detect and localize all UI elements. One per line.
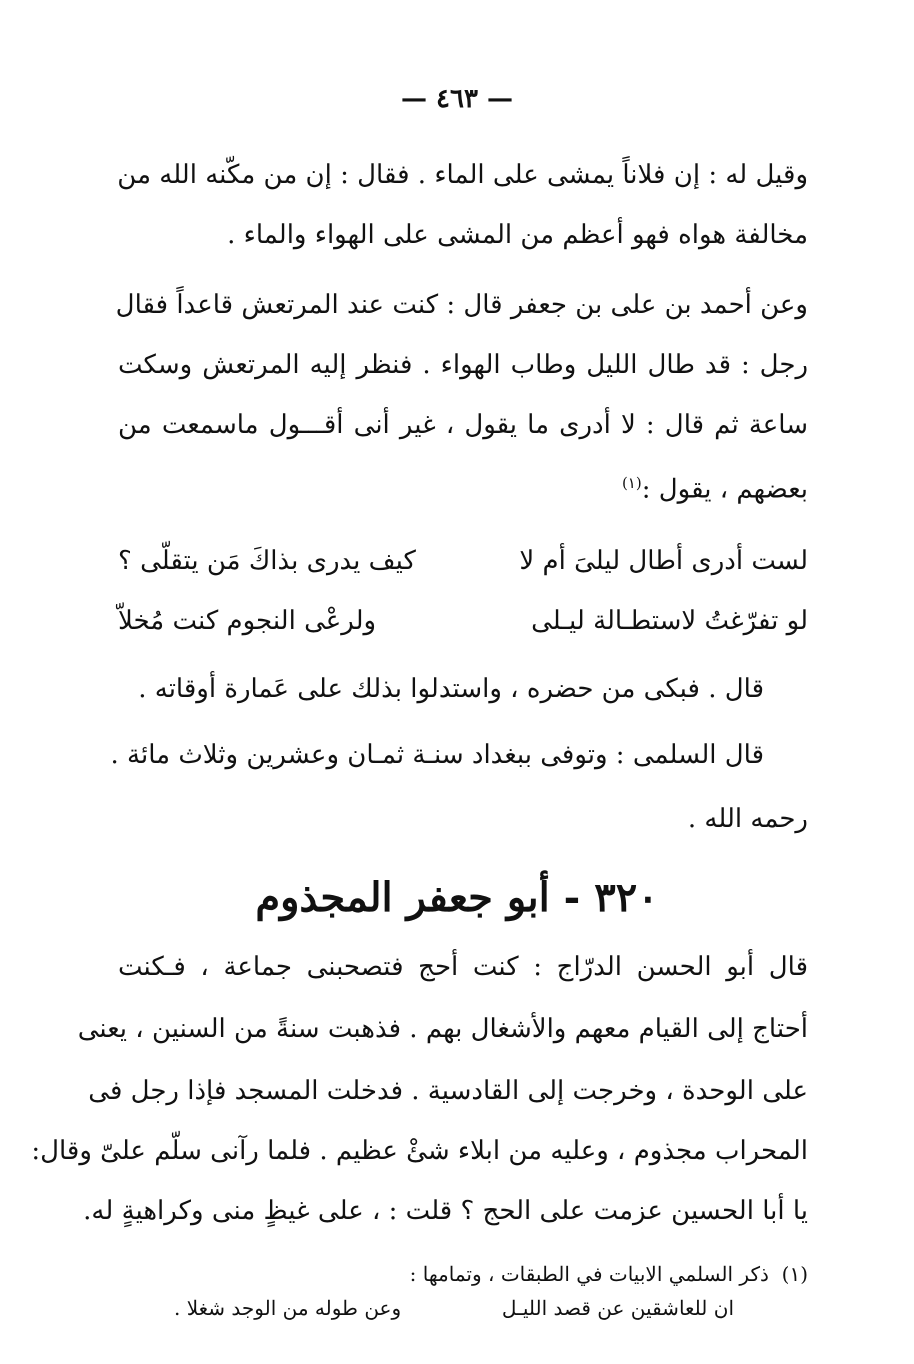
section-line-2: أحتاج إلى القيام معهم والأشغال بهم . فذهبت سنةً من السنين ، يعنى bbox=[77, 1014, 808, 1044]
poem-verse-1 bbox=[118, 546, 808, 576]
section-line-4: المحراب مجذوم ، وعليه من ابلاء شئْ عظيم . فلما رآنى سلّم علىّ وقال: bbox=[31, 1136, 808, 1166]
paragraph-2-line-2: رجل : قد طال الليل وطاب الهواء . فنظر إليه المرتعش وسكت bbox=[118, 350, 808, 380]
after-poem-line-1: قال . فبكى من حضره ، واستدلوا بذلك على عَمارة أوقاته . bbox=[138, 674, 764, 704]
paragraph-2-line-3: ساعة ثم قال : لا أدرى ما يقول ، غير أنى أقـــول ماسمعت من bbox=[118, 410, 808, 440]
poem-verse-1-second-hemistich: كيف يدرى بذاكَ مَن يتقلّى ؟ bbox=[118, 546, 416, 576]
section-line-5: يا أبا الحسين عزمت على الحج ؟ قلت : ، على غيظٍ منى وكراهيةٍ له. bbox=[83, 1196, 808, 1226]
footnote-marker: (١) bbox=[781, 1262, 808, 1286]
poem-verse-2-first-hemistich: لو تفرّغتُ لاستطـالة ليـلى bbox=[531, 606, 808, 636]
paragraph-2-line-1: وعن أحمد بن على بن جعفر قال : كنت عند المرتعش قاعداً فقال bbox=[115, 290, 808, 320]
poem-verse-2-second-hemistich: ولرعْى النجوم كنت مُخلاّ bbox=[118, 606, 377, 636]
footnote-verse-second-hemistich: وعن طوله من الوجد شغلا . bbox=[174, 1296, 402, 1320]
section-line-3: على الوحدة ، وخرجت إلى القادسية . فدخلت المسجد فإذا رجل فى bbox=[88, 1076, 808, 1106]
footnote-verse-first-hemistich: ان للعاشقين عن قصد الليـل bbox=[501, 1296, 734, 1320]
paragraph-1-line-1: وقيل له : إن فلاناً يمشى على الماء . فقال : إن من مكّنه الله من bbox=[117, 160, 808, 190]
footnote-text: ذكر السلمي الابيات في الطبقات ، وتمامها : bbox=[409, 1262, 769, 1286]
paragraph-2-line-4 bbox=[118, 476, 808, 503]
paragraph-1-line-2: مخالفة هواه فهو أعظم من المشى على الهواء والماء . bbox=[227, 220, 808, 250]
after-poem-line-2: قال السلمى : وتوفى ببغداد سنـة ثمـان وعشرين وثلاث مائة . bbox=[110, 740, 764, 770]
poem-verse-2 bbox=[118, 606, 808, 636]
poem-verse-1-first-hemistich: لست أدرى أطال ليلىَ أم لا bbox=[519, 546, 808, 576]
footnote-line bbox=[410, 1262, 808, 1286]
footnote-reference: (١) bbox=[621, 474, 642, 492]
after-poem-line-3: رحمه الله . bbox=[687, 804, 808, 834]
paragraph-2-line-4-text: بعضهم ، يقول : bbox=[641, 474, 808, 505]
section-heading: ٣٢٠ - أبو جعفر المجذوم bbox=[255, 874, 659, 921]
page-number: — ٤٦٣ — bbox=[400, 84, 514, 114]
footnote-verse bbox=[174, 1296, 734, 1324]
section-line-1: قال أبو الحسن الدرّاج : كنت أحج فتصحبنى جماعة ، فـكنت bbox=[118, 952, 808, 982]
